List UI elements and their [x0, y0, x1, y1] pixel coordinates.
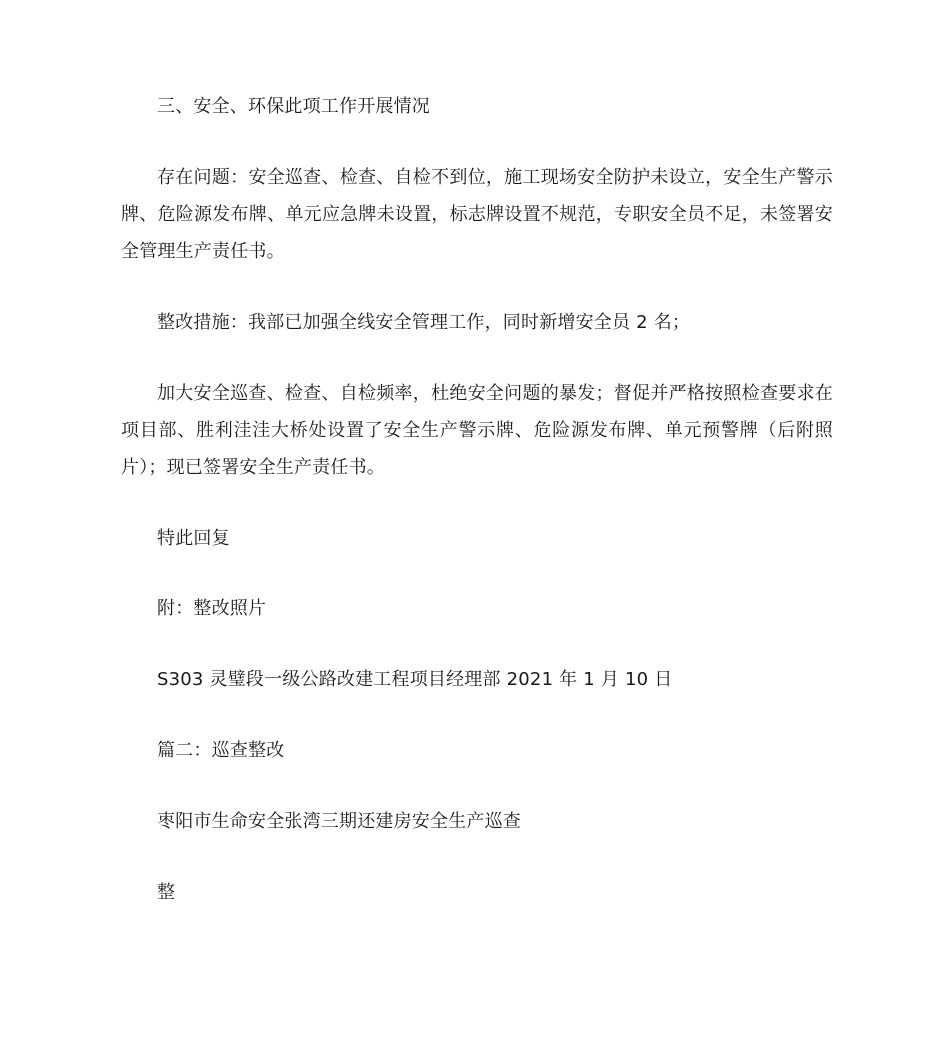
reply-line: 特此回复 — [157, 528, 230, 549]
actions-paragraph: 加大安全巡查、检查、自检频率，杜绝安全问题的暴发；督促并严格按照检查要求在项目部、胜利洼洼大桥处设置了安全生产警示牌、危险源发布牌、单元预警牌（后附照片）；现已签署安全生产责任书。 — [121, 383, 833, 478]
signature-line: S303 灵璧段一级公路改建工程项目经理部 2021 年 1 月 10 日 — [157, 669, 673, 690]
truncated-line: 整 — [157, 882, 176, 903]
section-heading: 三、安全、环保此项工作开展情况 — [157, 96, 430, 117]
measures-paragraph: 整改措施：我部已加强全线安全管理工作，同时新增安全员 2 名； — [157, 312, 691, 333]
chapter-heading: 篇二：巡查整改 — [157, 740, 285, 761]
attachment-line: 附：整改照片 — [157, 598, 267, 619]
project-title-line: 枣阳市生命安全张湾三期还建房安全生产巡查 — [157, 811, 521, 832]
problem-paragraph: 存在问题：安全巡查、检查、自检不到位，施工现场安全防护未设立，安全生产警示牌、危险源发布牌、单元应急牌未设置，标志牌设置不规范，专职安全员不足，未签署安全管理生产责任书。 — [121, 167, 833, 262]
